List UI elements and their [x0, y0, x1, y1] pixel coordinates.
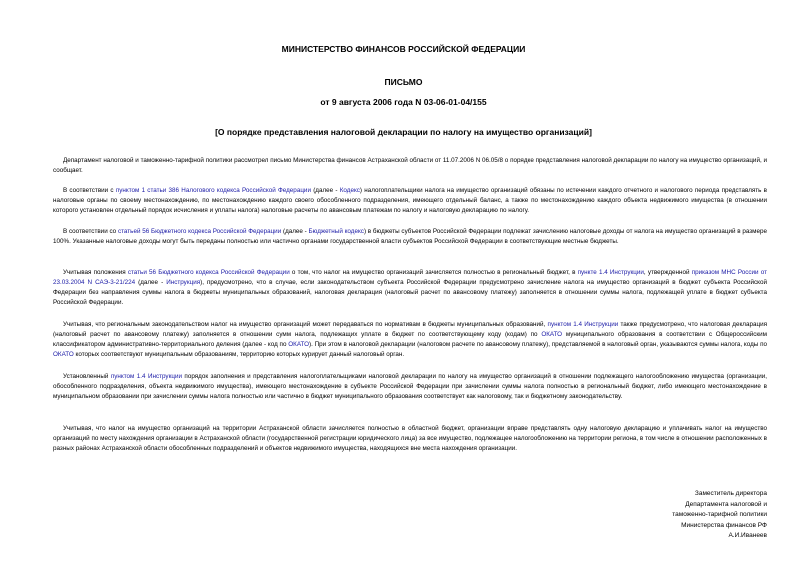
- paragraph-text: порядок заполнения и представления налогоплательщиками налоговой декларации по налогу на имущество организаций в отношении подлежащего налогообложению имущества (организации, обособленного подразделения, объекта недвижимого имущества), имеющего местонахождение в субъекте Российской Федерации при зачислении суммы налога полностью в региональный бюджет, либо имеющего местонахождение в муниципальном образовании при зачислении суммы налога полностью или частично в бюджет муниципального образования соответствует как налоговому, так и бюджетному законодательству.: [53, 373, 767, 400]
- paragraph-text: (далее -: [135, 279, 167, 286]
- signature-department: Департамента налоговой и: [685, 500, 767, 508]
- document-link[interactable]: пунктом 1 статьи 386 Налогового кодекса Российской Федерации: [115, 187, 311, 194]
- ministry-title: МИНИСТЕРСТВО ФИНАНСОВ РОССИЙСКОЙ ФЕДЕРАЦИИ: [281, 44, 526, 54]
- paragraph-7: [53, 424, 767, 454]
- document-link[interactable]: приказом МНС России от 23.03.2004 N САЭ-3-21/224: [53, 269, 768, 286]
- paragraph-text: Учитывая, что региональным законодательством налог на имущество организаций может передаваться по нормативам в бюджеты муниципальных образований,: [63, 321, 548, 328]
- paragraph-text: Установленный: [63, 373, 111, 380]
- document-link[interactable]: Бюджетный кодекс: [308, 228, 364, 235]
- document-link[interactable]: ОКАТО: [53, 351, 74, 358]
- document-link[interactable]: пунктом 1.4 Инструкции: [547, 321, 619, 328]
- paragraph-text: также предусмотрено, что налоговая декларация (налоговый расчет по авансовому платежу) заполняется в отношении сумм налога, подлежащих уплате в бюджет по соответствующему коду (кодам) по: [53, 321, 768, 338]
- paragraph-text: Учитывая положения: [63, 269, 128, 276]
- signature-position: Заместитель директора: [694, 490, 767, 497]
- signature-ministry: Министерства финансов РФ: [681, 521, 767, 529]
- paragraph-4: [53, 268, 767, 308]
- paragraph-text: ) налогоплательщики налога на имущество организаций обязаны по истечении каждого отчетного и налогового периода представлять в налоговые органы по своему местонахождению, по местонахождению каждого своего обособленного подразделения, имеющего отдельный баланс, а также по местонахождению каждого объекта недвижимого имущества (в отношении которого установлен отдельный порядок исчисления и уплаты налога) налоговые расчеты по авансовым платежам по налогу и налоговую декларацию по налогу.: [53, 187, 768, 214]
- paragraph-text: Департамент налоговой и таможенно-тарифной политики рассмотрел письмо Министерства финансов Астраханской области от 11.07.2006 N 06.05/8 о порядке представления налоговой декларации по налогу на имущество организаций, и сообщает.: [53, 157, 767, 174]
- document-link[interactable]: ОКАТО: [288, 341, 309, 348]
- document-link[interactable]: пунктом 1.4 Инструкции: [110, 373, 182, 380]
- paragraph-text: В соответствии со: [63, 228, 118, 235]
- document-link[interactable]: пункте 1.4 Инструкции: [577, 269, 644, 276]
- paragraph-5: [53, 320, 767, 360]
- paragraph-6: [53, 372, 767, 402]
- paragraph-text: , утвержденной: [643, 269, 692, 276]
- document-date-number: от 9 августа 2006 года N 03-06-01-04/155: [320, 97, 487, 107]
- paragraph-1: [53, 156, 767, 176]
- paragraph-text: Учитывая, что налог на имущество организаций на территории Астраханской области зачисляется полностью в областной бюджет, организации вправе представлять одну налоговую декларацию и уплачивать налог на имущество организаций по месту нахождения организации в Астраханской области (государственной регистрации юридического лица) за все имущество, подлежащее налогообложению на территории региона, в том числе в отношении расположенных в разных районах Астраханской области обособленных подразделений и объектов недвижимого имущества, находящихся вне места нахождения организации.: [53, 425, 767, 452]
- paragraph-text: В соответствии с: [63, 187, 116, 194]
- document-link[interactable]: Кодекс: [339, 187, 360, 194]
- paragraph-text: (далее -: [281, 228, 309, 235]
- document-link[interactable]: Инструкция: [166, 279, 201, 286]
- signature-block: [672, 489, 767, 542]
- paragraph-text: ). При этом в налоговой декларации (налоговом расчете по авансовому платежу), представляемой в налоговый орган, указываются суммы налога, коды по: [309, 341, 767, 348]
- paragraph-text: которых соответствуют муниципальным образованиям, территорию которых курирует данный налоговый орган.: [73, 351, 405, 358]
- paragraph-text: муниципального образования в соответствии с Общероссийским классификатором административно-территориального деления (далее - код по: [53, 331, 767, 348]
- paragraph-text: (далее -: [310, 187, 340, 194]
- signature-name: А.И.Иванеев: [728, 532, 767, 539]
- paragraph-text: ) в бюджеты субъектов Российской Федерации подлежат зачислению налоговые доходы от налога на имущество организаций в размере 100%. Указанные налоговые доходы могут быть переданы полностью или частично органами государственной власти субъектов Российской Федерации в соответствующие местные бюджеты.: [53, 228, 768, 245]
- paragraph-text: о том, что налог на имущество организаций зачисляется полностью в региональный бюджет, в: [289, 269, 578, 276]
- paragraph-2: [53, 186, 767, 216]
- paragraph-text: ), предусмотрено, что в случае, если законодательством субъекта Российской Федерации предусмотрено зачисление налога на имущество организаций в бюджет субъекта Российской Федерации без направления суммы налога в бюджеты муниципальных образований, налоговая декларация (налоговый расчет по авансовому платежу) заполняется в отношении суммы налога, подлежащей уплате в бюджет субъекта Российской Федерации.: [53, 279, 767, 306]
- document-link[interactable]: ОКАТО: [541, 331, 563, 338]
- paragraph-3: [53, 227, 767, 247]
- document-link[interactable]: статьей 56 Бюджетного кодекса Российской Федерации: [117, 228, 282, 235]
- document-subject: [О порядке представления налоговой декларации по налогу на имущество организаций]: [215, 127, 592, 137]
- document-link[interactable]: статьи 56 Бюджетного кодекса Российской Федерации: [127, 269, 290, 276]
- signature-department-cont: таможенно-тарифной политики: [672, 511, 767, 518]
- document-type: ПИСЬМО: [384, 77, 423, 87]
